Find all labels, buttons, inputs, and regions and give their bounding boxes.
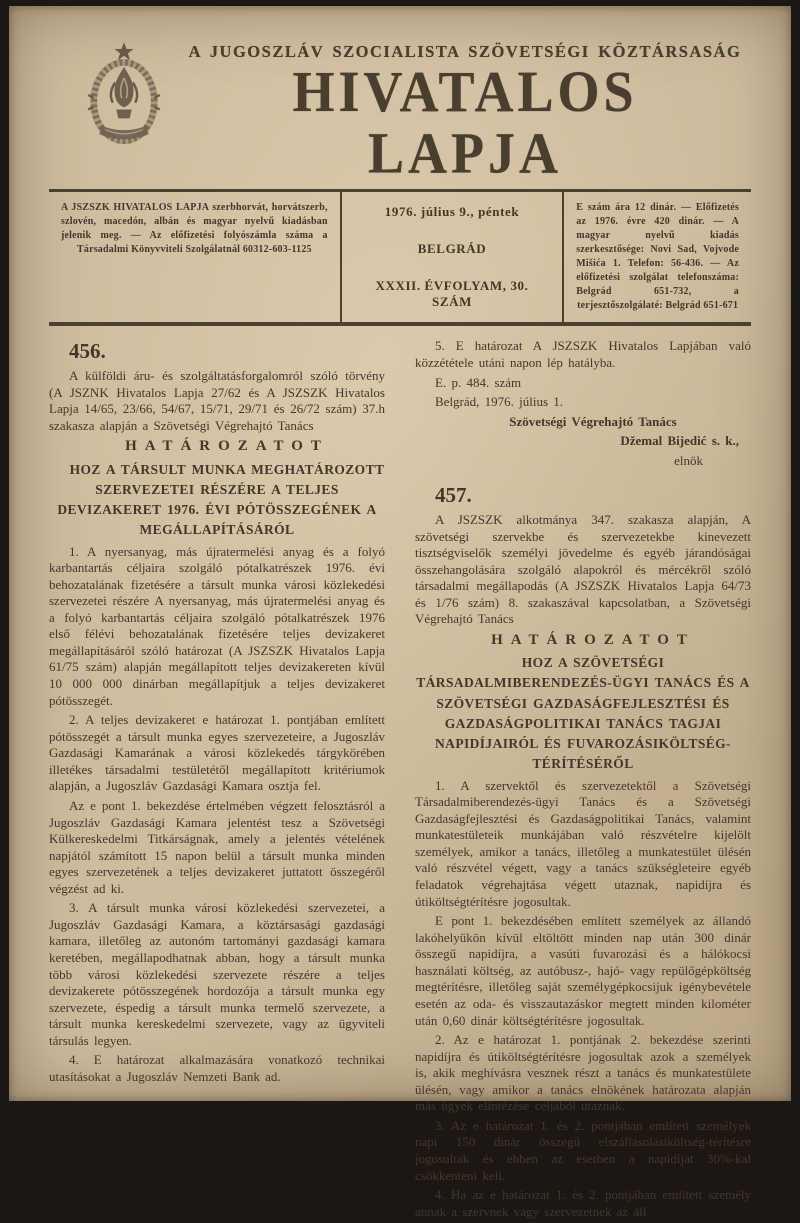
article-457-decree-title: HOZ A SZÖVETSÉGI TÁRSADALMIBERENDEZÉS-ÜGYI TANÁCS ÉS A SZÖVETSÉGI GAZDASÁGFEJLESZTÉSI ÉS GAZDASÁGPOLITIKAI TANÁCS TAGJAI NAPIDÍJAIRÓL ÉS FUVAROZÁSIKÖLTSÉG-TÉRÍTÉSÉRŐL xyxy=(416,655,750,772)
issue-info xyxy=(342,192,565,322)
article-456-intro: A külföldi áru- és szolgáltatásforgalomról szóló törvény (A JSZNK Hivatalos Lapja 27/62 és A JSZSZK Hivatalos Lapja 14/65, 23/66, 54/67, 15/71, 29/71 és 26/72 szám) 37.h szakasza alapján a Szövetségi Végrehajtó Tanács xyxy=(49,368,385,433)
article-457-decree-word: HATÁROZATOT xyxy=(491,632,695,649)
left-column xyxy=(49,338,385,1223)
article-457-number: 457. xyxy=(435,483,472,508)
article-456-decree-word: HATÁROZATOT xyxy=(125,438,329,455)
paragraph: 1. A nyersanyag, más újratermelési anyag és a folyó karbantartás céljaira szolgáló pótalkatrészek 1976. évi behozatalának fizetésére a társult munka városi közlekedési szervezetei részére A nyersanyag, más újratermelési anyag és a folyó karbantartás céljaira szolgáló pótalkatrészek 1976 első félévi behozatalának fizetésére teljes devizakeret megállapításáról szóló határozat (A JSZSZK Hivatalos Lapja 61/75 szám) alapján megállapított teljes devizakereten kívül 10 000 000 dinárban megállapítjuk a teljes devizakeret pótösszegét. xyxy=(49,543,385,708)
signature-title: elnök xyxy=(674,452,703,468)
paragraph: Az e pont 1. bekezdése értelmében végzett felosztásról a Jugoszláv Gazdasági Kamara jelentést tesz a Szövetségi Külkereskedelmi Titkárságnak, amely a jelentés vételének napjától számított 15 napon belül a társult munka minden egyes szervezetének a teljes devizakeret juttatott összegéről végzést ad ki. xyxy=(49,797,385,896)
right-column xyxy=(415,338,751,1223)
paragraph: 1. A szervektől és szervezetektől a Szövetségi Társadalmiberendezés-ügyi Tanács és a Szövetségi Gazdaságfejlesztési és Gazdaságpolitikai Tanács, valamint munkatestületeik munkájában való részvételre kijelölt személyek, amikor a tanács, illetőleg a munkatestület ülésén való részvétel végett, vagy a tanács szükségleteire egyéb feladatok végrehajtása végett utaznak, napidíjra és útiköltségtérítésre jogosultak. xyxy=(415,777,751,909)
masthead-info-box xyxy=(49,189,751,326)
paragraph: 2. A teljes devizakeret e határozat 1. pontjában említett pótösszegét a társult munka egyes szervezeteire, a Jugoszláv Gazdasági Kamarának a városi közlekedés tárgykörében illetékes társadalmi testületétől megállapított kritériumok alapján, a Jugoszláv Gazdasági Kamara osztja fel. xyxy=(49,712,385,794)
gazette-page xyxy=(9,6,791,1219)
paragraph: 3. Az e határozat 1. és 2. pontjában említett személyek napi 150 dinár összegű elszállásolásiköltség-térítésre jogosultak és ebben az esetben a napidíjat 30%-kal csökkenteni kell. xyxy=(415,1117,751,1183)
article-columns xyxy=(9,326,791,1223)
subscription-info: E szám ára 12 dinár. — Előfizetés az 1976. évre 420 dinár. — A magyar nyelvű kiadás szerkesztősége: Novi Sad, Vojvode Mišića 1. Telefon: 56-436. — Az előfizetési szolgálat telefonszáma: Belgrád 651-732, a terjesztőszolgálaté: Belgrád 651-671 xyxy=(576,202,739,312)
masthead-titles xyxy=(183,36,747,186)
masthead xyxy=(9,6,791,186)
article-456-place-date: Belgrád, 1976. július 1. xyxy=(435,394,564,410)
issue-volume: XXXII. ÉVFOLYAM, 30. SZÁM xyxy=(375,278,529,310)
paragraph: 4. Ha az e határozat 1. és 2. pontjában említett személy annak a szervnek vagy szervezetnek az áll xyxy=(415,1187,751,1219)
article-divider xyxy=(415,472,751,482)
article-456-reference: E. p. 484. szám xyxy=(435,374,522,390)
paragraph: E pont 1. bekezdésében említett személyek az állandó lakóhelyükön kívül eltöltött minden nap után 300 dinár összegű napidíjra, a vasúti fuvarozási és a hálókocsi használati költség, az autóbusz-, hajó- vagy repülőgépköltség megtérítésre, illetőleg saját személygépkocsijuk igénybevétele esetén az oda- és visszautazáskor megtett minden kilométer után 0,60 dinár költségtérítésre jogosultak. xyxy=(415,913,751,1028)
paragraph: 5. E határozat A JSZSZK Hivatalos Lapjában való közzététele utáni napon lép hatályba. xyxy=(415,338,751,370)
article-457-intro: A JSZSZK alkotmánya 347. szakasza alapján, A szövetségi szervekbe és szervezetekbe kinevezett tisztségviselők személyi jövedelme és egyéb járandóságai összehangolására szolgáló alapokról és mércékről szóló társadalmi megállapodás (A JSZSZK Hivatalos Lapja 64/73 és 1/76 szám) 8. szakaszával kapcsolatban, a Szövetségi Végrehajtó Tanács xyxy=(415,512,751,627)
paragraph: 2. Az e határozat 1. pontjának 2. bekezdése szerinti napidíjra és útiköltségtérítésre jogosultak azok a személyek is, akik meghívásra vesznek részt a tanács és munkatestülete ülésén, vagy amikor a tanács elnökének határozata alapján más ügyek elintézése céljából utaznak. xyxy=(415,1032,751,1114)
publication-info: A JSZSZK HIVATALOS LAPJA szerbhorvát, horvátszerb, szlovén, macedón, albán és magyar nyelvű kiadásban jelenik meg. — Az előfizetési folyószámla száma a Társadalmi Könyvviteli Szolgálatnál 60312-603-1125 xyxy=(49,192,342,322)
issuing-body: Szövetségi Végrehajtó Tanács xyxy=(509,413,677,429)
issue-date: 1976. július 9., péntek xyxy=(384,204,520,220)
article-456-decree-title: HOZ A TÁRSULT MUNKA MEGHATÁROZOTT SZERVEZETEI RÉSZÉRE A TELJES DEVIZAKERET 1976. ÉVI PÓTÖSSZEGÉNEK A MEGÁLLAPÍTÁSÁRÓL xyxy=(57,461,385,538)
issue-city: BELGRÁD xyxy=(417,241,487,257)
paragraph: 3. A társult munka városi közlekedési szervezetei, a Jugoszláv Gazdasági Kamara, a köztársasági gazdasági kamara, illetőleg az autonóm tartományi gazdasági kamara keretében, megállapodhatnak abban, hogy a társult munka több városi közlekedési szervezete részére a teljes devizakerete pótösszegének hordozója a társult munka egy szervezete, éspedig a társult munka termelő szervezete, a társult munka kereskedelmi szervezete, vagy az ügyviteli társulás legyen. xyxy=(49,900,385,1048)
gazette-supertitle: A JUGOSZLÁV SZOCIALISTA SZÖVETSÉGI KÖZTÁRSASÁG xyxy=(188,42,742,61)
article-456-number: 456. xyxy=(69,339,106,364)
yugoslav-coat-of-arms-icon xyxy=(65,40,183,152)
gazette-title: HIVATALOS LAPJA xyxy=(292,59,638,186)
signature-name: Džemal Bijedić s. k., xyxy=(620,433,739,449)
paragraph: 4. E határozat alkalmazására vonatkozó technikai utasításokat a Jugoszláv Nemzeti Bank ad. xyxy=(49,1052,385,1084)
